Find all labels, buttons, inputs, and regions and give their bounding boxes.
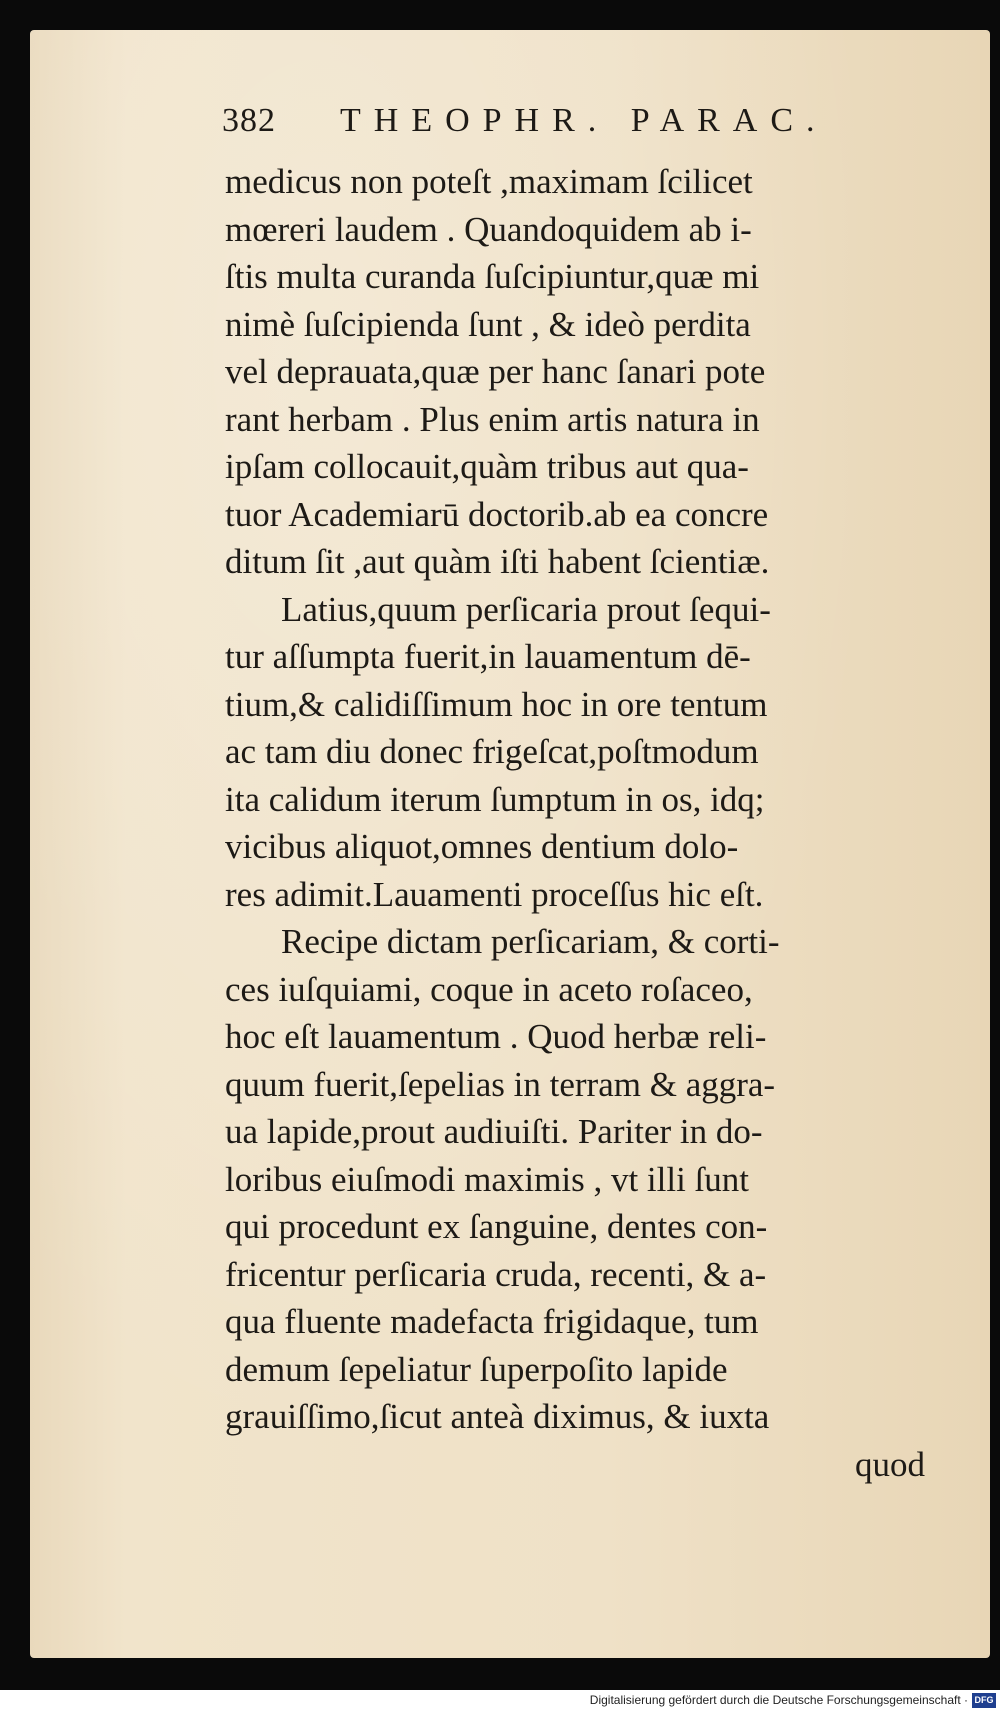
text-line: quum fuerit,ſepelias in terram & aggra-	[225, 1064, 776, 1104]
text-line: ſtis multa curanda ſuſcipiuntur,quæ mi	[225, 257, 760, 296]
text-line: ditum ſit ,aut quàm iſti habent ſcientiæ.	[225, 542, 770, 581]
page-number: 382	[222, 102, 276, 139]
text-line: qua fluente madefacta frigidaque, tum	[225, 1302, 759, 1341]
text-line: ita calidum iterum ſumptum in os, idq;	[225, 779, 765, 819]
text-line: fricentur perſicaria cruda, recenti, & a-	[225, 1254, 767, 1294]
text-line: loribus eiuſmodi maximis , vt illi ſunt	[225, 1159, 750, 1199]
paragraph-start-line: Recipe dictam perſicariam, & corti-	[281, 922, 780, 961]
text-line: grauiſſimo,ſicut anteà diximus, & iuxta	[225, 1397, 770, 1436]
text-line: ac tam diu donec frigeſcat,poſtmodum	[225, 732, 759, 771]
text-line: vel deprauata,quæ per hanc ſanari pote	[225, 352, 766, 391]
text-line: hoc eſt lauamentum . Quod herbæ reli-	[225, 1017, 767, 1056]
text-line: res adimit.Lauamenti proceſſus hic eſt.	[225, 874, 764, 914]
text-line: nimè ſuſcipienda ſunt , & ideò perdita	[225, 304, 751, 344]
text-line: demum ſepeliatur ſuperpoſito lapide	[225, 1349, 728, 1389]
text-line: ua lapide,prout audiuiſti. Pariter in do-	[225, 1112, 763, 1151]
text-line: tur aſſumpta fuerit,in lauamentum dē-	[225, 637, 751, 676]
text-line: tuor Academiarū doctorib.ab ea concre	[225, 494, 769, 534]
funding-credit: Digitalisierung gefördert durch die Deutsche Forschungsgemeinschaft ·	[589, 1693, 968, 1707]
text-line: rant herbam . Plus enim artis natura in	[225, 399, 760, 439]
catchword: quod	[855, 1444, 925, 1484]
text-line: ces iuſquiami, coque in aceto roſaceo,	[225, 969, 753, 1009]
body-text	[225, 158, 935, 1488]
text-line: medicus non poteſt ,maximam ſcilicet	[225, 162, 753, 201]
dfg-logo: DFG	[972, 1693, 996, 1708]
text-line: vicibus aliquot,omnes dentium dolo-	[225, 827, 739, 866]
page-header	[222, 102, 842, 152]
paragraph-start-line: Latius,quum perſicaria prout ſequi-	[281, 589, 771, 629]
running-title: THEOPHR. PARAC.	[340, 102, 828, 139]
text-line: tium,& calidiſſimum hoc in ore tentum	[225, 684, 768, 724]
text-line: mœreri laudem . Quandoquidem ab i-	[225, 209, 752, 249]
digitization-footer	[0, 1690, 1000, 1713]
text-line: qui procedunt ex ſanguine, dentes con-	[225, 1207, 768, 1246]
text-line: ipſam collocauit,quàm tribus aut qua-	[225, 447, 749, 486]
